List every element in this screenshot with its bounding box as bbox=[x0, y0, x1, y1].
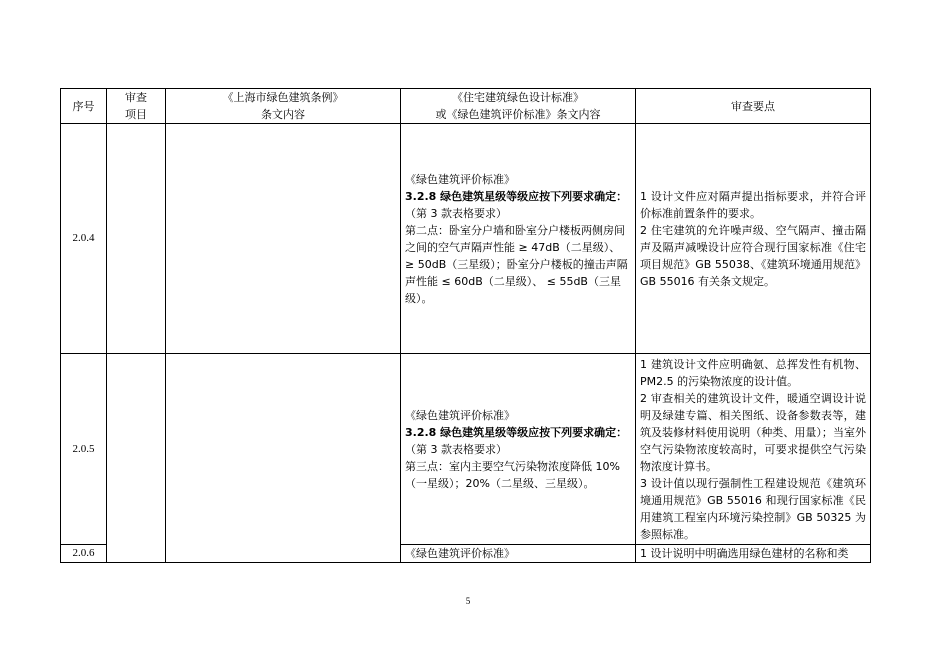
row-seq: 2.0.4 bbox=[61, 124, 107, 354]
row-seq: 2.0.5 bbox=[61, 354, 107, 545]
keypoint: 2 住宅建筑的允许噪声级、空气隔声、撞击隔声及隔声减噪设计应符合现行国家标准《住宅项目规范》GB 55038、《建筑环境通用规范》GB 55016 有关条文规定。 bbox=[640, 223, 866, 288]
standard-detail: 第二点：卧室分户墙和卧室分户楼板两侧房间之间的空气声隔声性能 ≥ 47dB（二星级）、 ≥ 50dB（三星级）；卧室分户楼板的撞击声隔声性能 ≤ 60dB（二星级）、 ≤ 55dB（三星级）。 bbox=[405, 223, 628, 305]
row-item bbox=[107, 354, 166, 563]
standard-note: （第 3 款表格要求） bbox=[405, 206, 507, 220]
row-standard bbox=[401, 124, 636, 354]
row-keypoints bbox=[636, 354, 871, 545]
header-item-line2: 项目 bbox=[125, 108, 147, 121]
header-regulation-line2: 条文内容 bbox=[261, 108, 305, 121]
standard-clause: 3.2.8 绿色建筑星级等级应按下列要求确定： bbox=[405, 425, 628, 439]
header-standard bbox=[401, 89, 636, 124]
keypoint: 1 设计说明中明确选用绿色建材的名称和类 bbox=[640, 547, 849, 560]
row-item bbox=[107, 124, 166, 354]
standard-source: 《绿色建筑评价标准》 bbox=[405, 547, 515, 560]
header-seq: 序号 bbox=[61, 89, 107, 124]
review-table bbox=[60, 88, 871, 563]
standard-clause: 3.2.8 绿色建筑星级等级应按下列要求确定： bbox=[405, 189, 628, 203]
standard-detail: 第三点：室内主要空气污染物浓度降低 10%（一星级）；20%（二星级、三星级）。 bbox=[405, 459, 620, 490]
header-item-line1: 审查 bbox=[125, 91, 147, 104]
header-standard-line2: 或《绿色建筑评价标准》条文内容 bbox=[435, 108, 601, 121]
keypoint: 2 审查相关的建筑设计文件，暖通空调设计说明及绿建专篇、相关图纸、设备参数表等，建筑及装修材料使用说明（种类、用量）；当室外空气污染物浓度较高时，可要求提供空气污染物浓度计算书。 bbox=[640, 391, 866, 473]
row-regulation bbox=[166, 124, 401, 354]
header-keypoints: 审查要点 bbox=[636, 89, 871, 124]
header-row bbox=[61, 89, 871, 124]
row-standard bbox=[401, 354, 636, 545]
keypoint: 3 设计值以现行强制性工程建设规范《建筑环境通用规范》GB 55016 和现行国家标准《民用建筑工程室内环境污染控制》GB 50325 为参照标准。 bbox=[640, 476, 866, 541]
header-regulation bbox=[166, 89, 401, 124]
row-keypoints bbox=[636, 545, 871, 563]
header-regulation-line1: 《上海市绿色建筑条例》 bbox=[222, 91, 344, 104]
keypoint: 1 设计文件应对隔声提出指标要求，并符合评价标准前置条件的要求。 bbox=[640, 189, 866, 220]
keypoint: 1 建筑设计文件应明确氨、总挥发性有机物、PM2.5 的污染物浓度的设计值。 bbox=[640, 357, 866, 388]
standard-source: 《绿色建筑评价标准》 bbox=[405, 408, 515, 422]
table-row bbox=[61, 124, 871, 354]
row-standard bbox=[401, 545, 636, 563]
header-standard-line1: 《住宅建筑绿色设计标准》 bbox=[452, 91, 584, 104]
page-number: 5 bbox=[465, 596, 471, 606]
standard-note: （第 3 款表格要求） bbox=[405, 442, 507, 456]
row-regulation bbox=[166, 354, 401, 563]
table-row bbox=[61, 354, 871, 545]
row-seq: 2.0.6 bbox=[61, 545, 107, 563]
header-item bbox=[107, 89, 166, 124]
row-keypoints bbox=[636, 124, 871, 354]
standard-source: 《绿色建筑评价标准》 bbox=[405, 172, 515, 186]
